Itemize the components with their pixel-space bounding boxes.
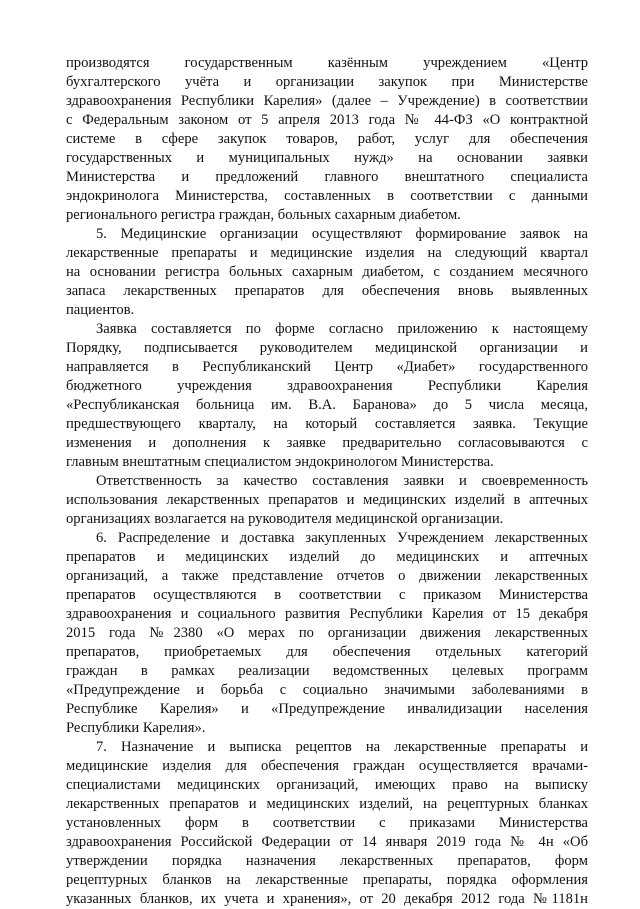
- text-line: Ответственность за качество составления заявки и своевременность: [96, 473, 588, 489]
- text-line: бухгалтерского учёта и организации закупок при Министерстве: [66, 74, 588, 90]
- text-line: организаций, а также представление отчетов о движении лекарственных: [66, 568, 588, 584]
- text-line: установленных форм в соответствии с приказами Министерства: [66, 815, 588, 831]
- text-line: указанных бланков, их учета и хранения», от 20 декабря 2012 года №1181н: [66, 891, 588, 907]
- text-line: препаратов, приобретаемых для обеспечения отдельных категорий: [66, 644, 588, 660]
- text-line: утверждении порядка назначения лекарственных препаратов, форм: [66, 853, 588, 869]
- text-line: «Республиканская больница им. В.А. Баранова» до 5 числа месяца,: [66, 397, 588, 413]
- text-line: специалистами медицинских организаций, имеющих право на выписку: [66, 777, 588, 793]
- text-line: лекарственные препараты и медицинские изделия на следующий квартал: [66, 245, 588, 261]
- text-line: предшествующего кварталу, на который составляется заявка. Текущие: [66, 416, 588, 432]
- text-line: Министерства и предложений главного внештатного специалиста: [66, 169, 588, 185]
- text-line: использования лекарственных препаратов и медицинских изделий в аптечных: [66, 492, 588, 508]
- text-line: Республики Карелия».: [66, 720, 206, 736]
- text-line: организациях возлагается на руководителя медицинской организации.: [66, 511, 504, 527]
- text-line: 2015 года №2380 «О мерах по организации движения лекарственных: [66, 625, 588, 641]
- text-line: запаса лекарственных препаратов для обеспечения вновь выявленных: [66, 283, 588, 299]
- text-line: изменения и дополнения к заявке предварительно согласовываются с: [66, 435, 588, 451]
- text-line: 6. Распределение и доставка закупленных Учреждением лекарственных: [96, 530, 588, 546]
- text-line: направляется в Республиканский Центр «Диабет» государственного: [66, 359, 588, 375]
- text-line: системе в сфере закупок товаров, работ, услуг для обеспечения: [66, 131, 588, 147]
- text-line: на основании регистра больных сахарным диабетом, с созданием месячного: [66, 264, 588, 280]
- text-line: 5. Медицинские организации осуществляют формирование заявок на: [96, 226, 588, 242]
- text-line: рецептурных бланков на лекарственные препараты, порядка оформления: [66, 872, 588, 888]
- text-line: главным внештатным специалистом эндокринологом Министерства.: [66, 454, 494, 470]
- text-line: Заявка составляется по форме согласно приложению к настоящему: [96, 321, 588, 337]
- text-line: препаратов осуществляются в соответствии с приказом Министерства: [66, 587, 588, 603]
- text-line: 7. Назначение и выписка рецептов на лекарственные препараты и: [96, 739, 588, 755]
- document-page: [66, 54, 588, 909]
- text-line: пациентов.: [66, 302, 135, 318]
- text-line: регионального регистра граждан, больных сахарным диабетом.: [66, 207, 461, 223]
- text-line: производятся государственным казённым учреждением «Центр: [66, 55, 588, 71]
- text-line: граждан в рамках реализации ведомственных целевых программ: [66, 663, 588, 679]
- text-line: здравоохранения и социального развития Республики Карелия от 15 декабря: [66, 606, 588, 622]
- text-line: здравоохранения Российской Федерации от 14 января 2019 года № 4н «Об: [66, 834, 588, 850]
- text-line: препаратов и медицинских изделий до медицинских и аптечных: [66, 549, 588, 565]
- text-line: бюджетного учреждения здравоохранения Республики Карелия: [66, 378, 588, 394]
- text-line: Порядку, подписывается руководителем медицинской организации и: [66, 340, 588, 356]
- text-line: медицинские изделия для обеспечения граждан осуществляется врачами-: [66, 758, 588, 774]
- text-line: эндокринолога Министерства, составленных в соответствии с данными: [66, 188, 588, 204]
- text-line: здравоохранения Республики Карелия» (далее – Учреждение) в соответствии: [66, 93, 588, 109]
- text-line: лекарственных препаратов и медицинских изделий, на рецептурных бланках: [66, 796, 588, 812]
- text-line: государственных и муниципальных нужд» на основании заявки: [66, 150, 588, 166]
- text-line: с Федеральным законом от 5 апреля 2013 года № 44-ФЗ «О контрактной: [66, 112, 588, 128]
- text-line: «Предупреждение и борьба с социально значимыми заболеваниями в: [66, 682, 588, 698]
- text-line: Республике Карелия» и «Предупреждение инвалидизации населения: [66, 701, 588, 717]
